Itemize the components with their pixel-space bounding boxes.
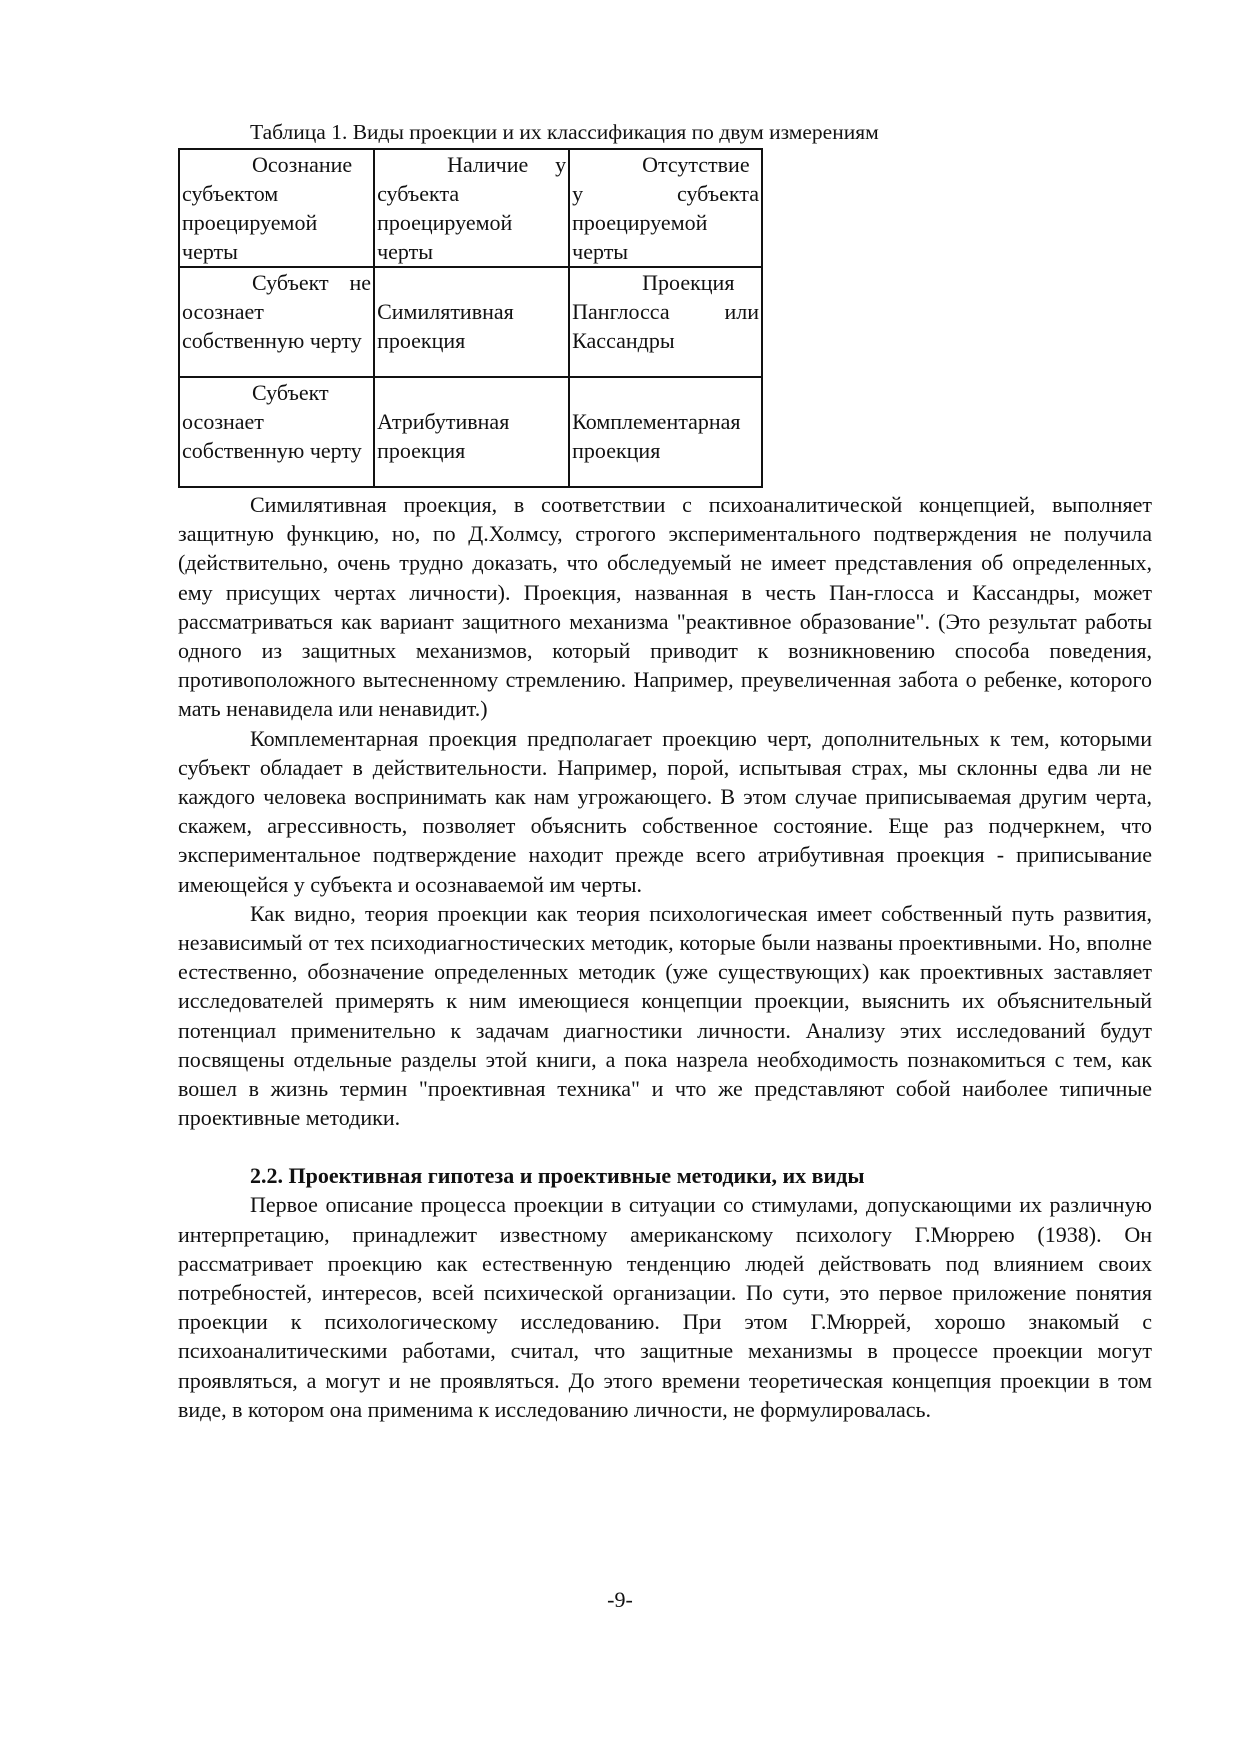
table-caption: Таблица 1. Виды проекции и их классификация по двум измерениям [250, 120, 879, 144]
table-cell [374, 377, 569, 487]
section-heading: 2.2. Проективная гипотеза и проективные методики, их виды [250, 1163, 865, 1189]
table-cell-text: Комплементарная проекция [572, 409, 741, 463]
body-text [178, 490, 1152, 1132]
table-cell-text: Наличие у субъекта проецируемой черты [377, 152, 567, 264]
table-cell-text: Субъект не осознает собственную черту [182, 270, 372, 353]
paragraph: Как видно, теория проекции как теория психологическая имеет собственный путь развития, независимый от тех психодиагностических методик, которые были названы проективными. Но, вполне естественно, обозначение определенных методик (уже существующих) как проективных заставляет исследователей примерять к ним имеющиеся концепции проекции, выяснить их объяснительный потенциал применительно к задачам диагностики личности. Анализу этих исследований будут посвящены отдельные разделы этой книги, а пока назрела необходимость познакомиться с тем, как вошел в жизнь термин "проективная техника" и что же представляют собой наиболее типичные проективные методики. [178, 900, 1152, 1131]
table-cell [569, 149, 762, 267]
table-cell-text: Субъект осознает собственную черту [182, 380, 362, 463]
paragraph: Комплементарная проекция предполагает проекцию черт, дополнительных к тем, которыми субъект обладает в действительности. Например, порой, испытывая страх, мы склонны едва ли не каждого человека воспринимать как нам угрожающего. В этом случае приписываемая другим черта, скажем, агрессивность, позволяет объяснить собственное состояние. Еще раз подчеркнем, что экспериментальное подтверждение находит прежде всего атрибутивная проекция - приписывание имеющейся у субъекта и осознаваемой им черты. [178, 725, 1152, 897]
table-cell-text: Атрибутивная проекция [377, 409, 510, 463]
table-cell [569, 377, 762, 487]
paragraph: Первое описание процесса проекции в ситуации со стимулами, допускающими их различную интерпретацию, принадлежит известному американскому психологу Г.Мюррею (1938). Он рассматривает проекцию как естественную тенденцию людей действовать под влиянием своих потребностей, интересов, всей психической организации. По сути, это первое приложение понятия проекции к психологическому исследованию. При этом Г.Мюррей, хорошо знакомый с психоаналитическими работами, считал, что защитные механизмы в процессе проекции могут проявляться, а могут и не проявляться. До этого времени теоретическая концепция проекции в том виде, в котором она применима к исследованию личности, не формулировалась. [178, 1192, 1152, 1422]
table-row [179, 377, 762, 487]
page-number: -9- [607, 1587, 633, 1612]
table-cell [179, 149, 374, 267]
table-cell [179, 267, 374, 377]
table-cell-text: Отсутствие у субъекта проецируемой черты [572, 152, 759, 264]
table-cell [179, 377, 374, 487]
table-row [179, 267, 762, 377]
table-cell [569, 267, 762, 377]
table-cell [374, 149, 569, 267]
table-cell-text: Симилятивная проекция [377, 299, 514, 353]
table-cell [374, 267, 569, 377]
table-cell-text: Осознание субъектом проецируемой черты [182, 152, 353, 264]
table-header-row [179, 149, 762, 267]
paragraph: Симилятивная проекция, в соответствии с психоаналитической концепцией, выполняет защитную функцию, но, по Д.Холмсу, строгого экспериментального подтверждения не получила (действительно, очень трудно доказать, что обследуемый не имеет представления об определенных, ему присущих чертах личности). Проекция, названная в честь Пан-глосса и Кассандры, может рассматриваться как вариант защитного механизма "реактивное образование". (Это результат работы одного из защитных механизмов, который приводит к возникновению способа поведения, противоположного вытесненному стремлению. Например, преувеличенная забота о ребенке, которого мать ненавидела или ненавидит.) [178, 492, 1152, 722]
document-page [178, 118, 1152, 1424]
table-cell-text: Проекция Панглосса или Кассандры [572, 270, 759, 353]
projection-classification-table [178, 148, 763, 488]
section-body [178, 1190, 1152, 1424]
